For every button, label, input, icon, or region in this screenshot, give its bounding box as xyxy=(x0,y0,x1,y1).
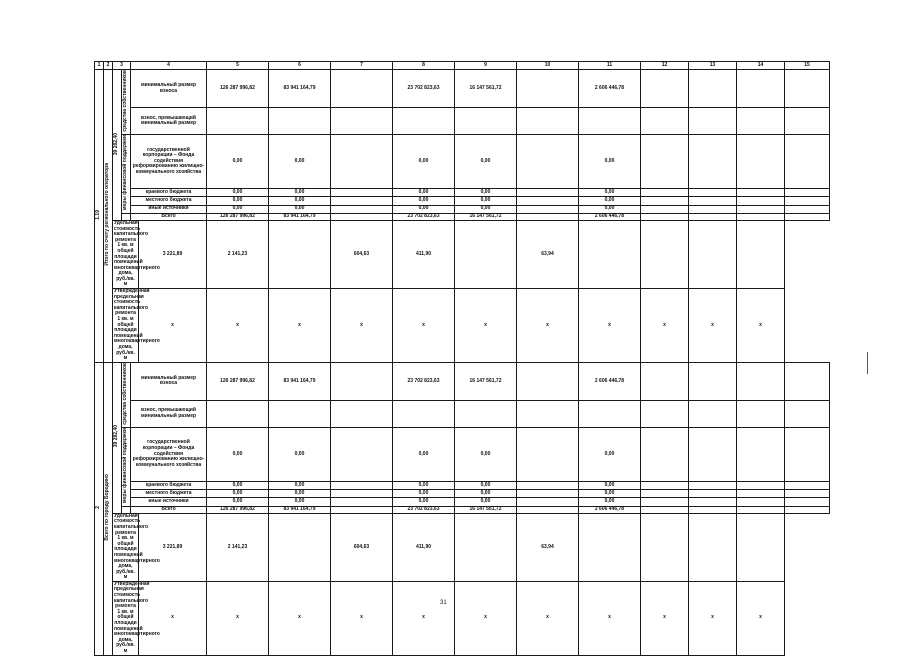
group-fin-text: меры финансовой поддержки xyxy=(122,428,129,504)
value-cell: 16 147 561,72 xyxy=(455,506,517,513)
x-cell: х xyxy=(641,581,689,655)
value-cell xyxy=(331,205,393,213)
value-cell: 0,00 xyxy=(455,197,517,205)
row-label: краевого бюджета xyxy=(131,481,207,489)
value-cell xyxy=(785,490,830,498)
value-cell xyxy=(517,490,579,498)
value-cell xyxy=(331,362,393,400)
group-own-text: средства собственников xyxy=(122,362,129,425)
table-row xyxy=(95,481,830,489)
header-cell: 2 xyxy=(104,62,113,70)
value-cell: 0,00 xyxy=(393,490,455,498)
value-cell xyxy=(689,400,737,427)
value-cell: 3 221,89 xyxy=(139,220,207,288)
value-cell: 0,00 xyxy=(579,135,641,189)
value-cell: 0,00 xyxy=(455,135,517,189)
value-cell: 126 287 996,82 xyxy=(207,506,269,513)
row-label: Утвержденная предельная стоимость капитального ремонта 1 кв. м общей площади помещений многоквартирного дома, руб./кв. м xyxy=(114,580,160,654)
x-cell: х xyxy=(689,289,737,363)
x-cell: х xyxy=(455,289,517,363)
row-label: государственной корпорации – Фонда содействия реформированию жилищно-коммунального хозяйства xyxy=(131,135,207,189)
row-label: иные источники xyxy=(131,498,207,506)
value-cell: 0,00 xyxy=(269,197,331,205)
row-area-text: 39 282,40 xyxy=(113,132,120,155)
header-cell: 14 xyxy=(737,62,785,70)
value-cell: 2 606 446,78 xyxy=(579,70,641,108)
value-cell xyxy=(737,490,785,498)
row-index-text: 2 xyxy=(95,506,102,509)
value-cell xyxy=(517,213,579,220)
value-cell xyxy=(331,400,393,427)
value-cell xyxy=(737,70,785,108)
value-cell xyxy=(641,428,689,482)
value-cell: 0,00 xyxy=(455,498,517,506)
value-cell: 0,00 xyxy=(579,498,641,506)
row-label: минимальный размер взноса xyxy=(131,362,207,400)
value-cell xyxy=(785,188,830,196)
value-cell xyxy=(641,197,689,205)
value-cell xyxy=(517,428,579,482)
value-cell: 0,00 xyxy=(269,481,331,489)
value-cell xyxy=(579,400,641,427)
row-index-text: 1.19 xyxy=(95,209,102,220)
group-own-text: средства собственников xyxy=(122,70,129,132)
value-cell xyxy=(641,400,689,427)
value-cell xyxy=(455,220,517,288)
value-cell xyxy=(331,428,393,482)
table-row xyxy=(95,220,830,288)
value-cell xyxy=(269,400,331,427)
x-cell: х xyxy=(517,581,579,655)
value-cell xyxy=(641,362,689,400)
header-cell: 6 xyxy=(269,62,331,70)
value-cell: 0,00 xyxy=(455,428,517,482)
value-cell: 2 606 446,78 xyxy=(579,506,641,513)
value-cell: 411,90 xyxy=(393,513,455,581)
value-cell: 0,00 xyxy=(393,428,455,482)
x-cell: х xyxy=(579,289,641,363)
value-cell xyxy=(517,400,579,427)
table-row xyxy=(95,205,830,213)
value-cell xyxy=(737,400,785,427)
row-area-text: 39 282,40 xyxy=(113,425,120,448)
value-cell xyxy=(785,506,830,513)
value-cell: 0,00 xyxy=(455,490,517,498)
value-cell: 2 606 446,78 xyxy=(579,213,641,220)
value-cell: 0,00 xyxy=(393,188,455,196)
value-cell: 0,00 xyxy=(579,428,641,482)
value-cell: 0,00 xyxy=(579,490,641,498)
page-number: 31 xyxy=(440,600,447,606)
value-cell: 0,00 xyxy=(393,135,455,189)
value-cell xyxy=(737,135,785,189)
value-cell xyxy=(737,205,785,213)
x-cell: х xyxy=(331,289,393,363)
value-cell xyxy=(689,498,737,506)
value-cell: 2 141,23 xyxy=(207,220,269,288)
value-cell xyxy=(331,490,393,498)
value-cell xyxy=(393,400,455,427)
header-cell: 4 xyxy=(131,62,207,70)
value-cell: 604,63 xyxy=(331,513,393,581)
value-cell: 0,00 xyxy=(269,205,331,213)
value-cell xyxy=(689,506,737,513)
value-cell: 0,00 xyxy=(455,205,517,213)
x-cell: х xyxy=(737,289,785,363)
x-cell: х xyxy=(641,289,689,363)
value-cell xyxy=(641,213,689,220)
value-cell xyxy=(689,197,737,205)
value-cell: 23 702 823,63 xyxy=(393,506,455,513)
value-cell: 0,00 xyxy=(207,205,269,213)
value-cell xyxy=(689,490,737,498)
value-cell xyxy=(517,205,579,213)
x-cell: х xyxy=(269,581,331,655)
x-cell: х xyxy=(139,289,207,363)
value-cell xyxy=(689,220,737,288)
value-cell xyxy=(785,498,830,506)
value-cell: 23 702 823,63 xyxy=(393,70,455,108)
value-cell xyxy=(689,205,737,213)
value-cell xyxy=(689,362,737,400)
value-cell: 0,00 xyxy=(269,188,331,196)
row-name-text: Итого по счету регионального оператора xyxy=(104,163,111,266)
value-cell xyxy=(641,135,689,189)
value-cell: 0,00 xyxy=(207,188,269,196)
value-cell xyxy=(689,108,737,135)
row-label: Всего xyxy=(131,213,207,220)
value-cell xyxy=(455,513,517,581)
group-fin-text: меры финансовой поддержки xyxy=(122,135,129,211)
x-cell: х xyxy=(517,289,579,363)
value-cell xyxy=(641,188,689,196)
value-cell xyxy=(785,197,830,205)
value-cell xyxy=(331,498,393,506)
row-area xyxy=(113,70,122,221)
value-cell xyxy=(689,513,737,581)
group-fin xyxy=(122,135,131,214)
table-row xyxy=(95,362,830,400)
value-cell: 0,00 xyxy=(393,498,455,506)
value-cell xyxy=(331,481,393,489)
value-cell xyxy=(689,481,737,489)
x-cell: х xyxy=(737,581,785,655)
value-cell xyxy=(269,513,331,581)
value-cell xyxy=(331,108,393,135)
value-cell xyxy=(269,220,331,288)
value-cell xyxy=(331,188,393,196)
table-row xyxy=(95,428,830,482)
value-cell: 0,00 xyxy=(269,490,331,498)
x-cell: х xyxy=(207,581,269,655)
row-label: минимальный размер взноса xyxy=(131,70,207,108)
row-label: Всего xyxy=(131,506,207,513)
value-cell xyxy=(641,220,689,288)
value-cell: 83 941 164,79 xyxy=(269,506,331,513)
value-cell xyxy=(737,213,785,220)
value-cell: 0,00 xyxy=(269,498,331,506)
value-cell xyxy=(785,135,830,189)
x-cell: х xyxy=(269,289,331,363)
value-cell: 2 606 446,78 xyxy=(579,362,641,400)
row-index xyxy=(95,70,104,363)
value-cell xyxy=(579,108,641,135)
value-cell: 83 941 164,79 xyxy=(269,70,331,108)
value-cell: 23 702 823,63 xyxy=(393,213,455,220)
value-cell: 0,00 xyxy=(207,197,269,205)
row-name xyxy=(104,362,113,655)
table-row xyxy=(95,581,830,655)
value-cell xyxy=(455,400,517,427)
value-cell: 0,00 xyxy=(579,205,641,213)
value-cell: 0,00 xyxy=(393,197,455,205)
row-label: взнос, превышающий минимальный размер xyxy=(131,400,207,427)
value-cell xyxy=(785,362,830,400)
value-cell: 0,00 xyxy=(207,428,269,482)
value-cell: 16 147 561,72 xyxy=(455,213,517,220)
value-cell xyxy=(737,428,785,482)
value-cell xyxy=(393,108,455,135)
value-cell xyxy=(737,481,785,489)
x-cell: х xyxy=(689,581,737,655)
value-cell xyxy=(517,498,579,506)
value-cell: 0,00 xyxy=(207,498,269,506)
value-cell xyxy=(737,498,785,506)
row-label: государственной корпорации – Фонда содействия реформированию жилищно-коммунального хозяйства xyxy=(131,428,207,482)
value-cell xyxy=(737,108,785,135)
value-cell: 126 287 996,82 xyxy=(207,213,269,220)
value-cell: 0,00 xyxy=(393,481,455,489)
value-cell xyxy=(517,197,579,205)
table-row xyxy=(95,197,830,205)
value-cell xyxy=(517,506,579,513)
value-cell xyxy=(737,197,785,205)
value-cell: 0,00 xyxy=(207,481,269,489)
table-row xyxy=(95,506,830,513)
value-cell xyxy=(785,108,830,135)
value-cell: 0,00 xyxy=(455,188,517,196)
header-cell: 9 xyxy=(455,62,517,70)
value-cell xyxy=(517,70,579,108)
value-cell: 23 702 823,63 xyxy=(393,362,455,400)
scan-mark xyxy=(867,352,868,374)
row-index xyxy=(95,362,104,655)
value-cell xyxy=(331,197,393,205)
table-row xyxy=(95,490,830,498)
table-row xyxy=(95,400,830,427)
value-cell xyxy=(785,400,830,427)
value-cell: 16 147 561,72 xyxy=(455,70,517,108)
value-cell xyxy=(641,506,689,513)
value-cell: 0,00 xyxy=(579,481,641,489)
header-cell: 10 xyxy=(517,62,579,70)
value-cell: 83 941 164,79 xyxy=(269,213,331,220)
header-cell: 15 xyxy=(785,62,830,70)
value-cell xyxy=(785,428,830,482)
x-cell: х xyxy=(139,581,207,655)
value-cell: 63,94 xyxy=(517,513,579,581)
row-label: местного бюджета xyxy=(131,490,207,498)
value-cell xyxy=(455,108,517,135)
value-cell xyxy=(785,205,830,213)
row-label: Удельная стоимость капитального ремонта 1 кв. м общей площади помещений многоквартирного дома, руб./кв. м xyxy=(114,219,160,288)
header-cell: 5 xyxy=(207,62,269,70)
value-cell xyxy=(641,108,689,135)
value-cell: 604,63 xyxy=(331,220,393,288)
value-cell xyxy=(579,513,641,581)
row-label: Утвержденная предельная стоимость капитального ремонта 1 кв. м общей площади помещений многоквартирного дома, руб./кв. м xyxy=(114,288,160,362)
value-cell xyxy=(517,135,579,189)
value-cell xyxy=(689,428,737,482)
header-cell: 8 xyxy=(393,62,455,70)
value-cell: 0,00 xyxy=(579,188,641,196)
value-cell: 0,00 xyxy=(207,135,269,189)
value-cell xyxy=(517,362,579,400)
header-cell: 11 xyxy=(579,62,641,70)
x-cell: х xyxy=(331,581,393,655)
value-cell xyxy=(331,506,393,513)
value-cell: 0,00 xyxy=(579,197,641,205)
value-cell xyxy=(737,513,785,581)
table-row xyxy=(95,188,830,196)
row-name-text: Всего по городу Бородино xyxy=(104,474,111,541)
header-row xyxy=(95,62,830,70)
value-cell: 3 221,89 xyxy=(139,513,207,581)
value-cell xyxy=(207,400,269,427)
table-row xyxy=(95,108,830,135)
value-cell xyxy=(331,70,393,108)
value-cell xyxy=(641,205,689,213)
table-row xyxy=(95,498,830,506)
row-label: взнос, превышающий минимальный размер xyxy=(131,108,207,135)
header-cell: 13 xyxy=(689,62,737,70)
value-cell xyxy=(641,490,689,498)
group-own xyxy=(122,70,131,135)
value-cell xyxy=(579,220,641,288)
table-row xyxy=(95,70,830,108)
capital-repair-table xyxy=(94,61,830,656)
value-cell: 83 941 164,79 xyxy=(269,362,331,400)
value-cell xyxy=(737,362,785,400)
x-cell: х xyxy=(579,581,641,655)
value-cell xyxy=(737,188,785,196)
value-cell xyxy=(689,188,737,196)
value-cell xyxy=(785,213,830,220)
row-label: иные источники xyxy=(131,205,207,213)
row-label: Удельная стоимость капитального ремонта 1 кв. м общей площади помещений многоквартирного дома, руб./кв. м xyxy=(114,512,160,581)
value-cell: 2 141,23 xyxy=(207,513,269,581)
value-cell xyxy=(517,481,579,489)
value-cell xyxy=(689,135,737,189)
table-row xyxy=(95,135,830,189)
value-cell: 63,94 xyxy=(517,220,579,288)
value-cell: 0,00 xyxy=(393,205,455,213)
value-cell: 16 147 561,72 xyxy=(455,362,517,400)
value-cell xyxy=(517,108,579,135)
value-cell: 0,00 xyxy=(455,481,517,489)
value-cell xyxy=(785,70,830,108)
value-cell: 0,00 xyxy=(207,490,269,498)
row-label: краевого бюджета xyxy=(131,188,207,196)
value-cell xyxy=(331,213,393,220)
x-cell: х xyxy=(455,581,517,655)
value-cell xyxy=(207,108,269,135)
header-cell: 1 xyxy=(95,62,104,70)
x-cell: х xyxy=(393,581,455,655)
value-cell xyxy=(737,506,785,513)
value-cell: 126 287 996,82 xyxy=(207,70,269,108)
value-cell xyxy=(641,513,689,581)
value-cell xyxy=(331,135,393,189)
row-label: местного бюджета xyxy=(131,197,207,205)
value-cell xyxy=(641,498,689,506)
header-cell: 12 xyxy=(641,62,689,70)
value-cell: 411,90 xyxy=(393,220,455,288)
value-cell: 0,00 xyxy=(269,135,331,189)
value-cell xyxy=(785,481,830,489)
table-row xyxy=(95,513,830,581)
value-cell xyxy=(269,108,331,135)
header-cell: 7 xyxy=(331,62,393,70)
row-area xyxy=(113,362,122,513)
value-cell xyxy=(689,70,737,108)
value-cell xyxy=(641,70,689,108)
table-row xyxy=(95,213,830,220)
value-cell xyxy=(737,220,785,288)
value-cell xyxy=(689,213,737,220)
value-cell xyxy=(641,481,689,489)
table-row xyxy=(95,289,830,363)
x-cell: х xyxy=(207,289,269,363)
group-fin xyxy=(122,428,131,507)
row-name xyxy=(104,70,113,363)
value-cell xyxy=(517,188,579,196)
group-own xyxy=(122,362,131,427)
header-cell: 3 xyxy=(113,62,131,70)
value-cell: 126 287 996,82 xyxy=(207,362,269,400)
x-cell: х xyxy=(393,289,455,363)
value-cell: 0,00 xyxy=(269,428,331,482)
